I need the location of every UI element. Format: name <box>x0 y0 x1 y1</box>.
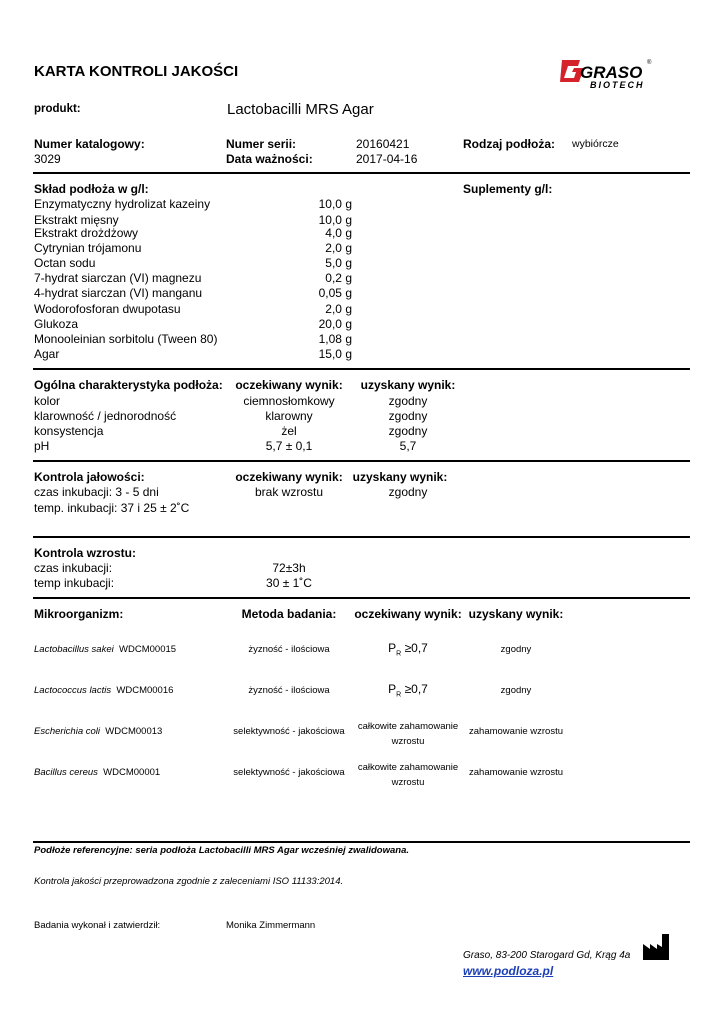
organism-species: Lactococcus lactis <box>34 685 112 696</box>
divider <box>33 172 690 174</box>
catalog-value: 3029 <box>34 152 61 166</box>
divider <box>33 460 690 462</box>
medium-type-label: Rodzaj podłoża: <box>463 137 555 151</box>
ingredient-amount: 0,05 g <box>318 286 352 300</box>
table-row <box>34 726 162 737</box>
sterility-header: Kontrola jałowości: <box>34 470 145 484</box>
expiry-value: 2017-04-16 <box>356 152 418 166</box>
param-obtained: 5,7 <box>399 439 417 453</box>
divider <box>33 536 690 538</box>
sterility-time: czas inkubacji: 3 - 5 dni <box>34 485 159 499</box>
organism-species: Lactobacillus sakei <box>34 644 114 655</box>
ingredient-name: Octan sodu <box>34 256 96 270</box>
method: selektywność - jakościowa <box>233 726 345 737</box>
growth-temp-value: 30 ± 1˚C <box>266 576 312 590</box>
param-expected: 5,7 ± 0,1 <box>265 439 313 453</box>
signed-name: Monika Zimmermann <box>226 920 316 931</box>
ingredient-amount: 15,0 g <box>318 347 352 361</box>
param-obtained: zgodny <box>388 394 428 408</box>
divider <box>33 368 690 370</box>
method: żyzność - ilościowa <box>248 685 330 696</box>
general-expected-header: oczekiwany wynik: <box>235 378 343 392</box>
ingredient-amount: 4,0 g <box>325 226 352 240</box>
table-row <box>34 767 160 778</box>
catalog-label: Numer katalogowy: <box>34 137 145 151</box>
param-name: klarowność / jednorodność <box>34 409 177 423</box>
ingredient-name: Enzymatyczny hydrolizat kazeiny <box>34 197 211 211</box>
param-name: konsystencja <box>34 424 104 438</box>
company-logo <box>560 56 660 92</box>
param-expected: żel <box>281 424 297 438</box>
page-title: KARTA KONTROLI JAKOŚCI <box>34 63 239 80</box>
svg-text:®: ® <box>647 60 652 66</box>
ingredient-amount: 5,0 g <box>325 256 352 270</box>
param-expected: ciemnosłomkowy <box>243 394 335 408</box>
micro-expected-header: oczekiwany wynik: <box>354 607 462 621</box>
param-obtained: zgodny <box>388 424 428 438</box>
expiry-label: Data ważności: <box>226 152 313 166</box>
website-link[interactable]: www.podloza.pl <box>463 964 554 978</box>
expected-result: całkowite zahamowanie wzrostu <box>357 721 459 747</box>
organism-code: WDCM00016 <box>116 685 174 696</box>
signed-label: Badania wykonał i zatwierdził: <box>34 920 161 931</box>
ingredient-name: 7-hydrat siarczan (VI) magnezu <box>34 271 202 285</box>
param-obtained: zgodny <box>388 409 428 423</box>
ingredient-name: Ekstrakt drożdżowy <box>34 226 139 240</box>
medium-type-value: wybiórcze <box>572 138 619 150</box>
expected-result: $P_R \ge 0,7$ <box>388 641 428 658</box>
divider <box>33 841 690 843</box>
ingredient-name: Agar <box>34 347 60 361</box>
organism-code: WDCM00013 <box>105 726 163 737</box>
series-label: Numer serii: <box>226 137 297 151</box>
supplements-header: Suplementy g/l: <box>463 182 553 196</box>
ingredient-name: Monooleinian sorbitolu (Tween 80) <box>34 332 218 346</box>
company-address: Graso, 83-200 Starogard Gd, Krąg 4a <box>463 950 631 961</box>
ingredient-name: Ekstrakt mięsny <box>34 213 119 227</box>
param-name: pH <box>34 439 50 453</box>
norm-note: Kontrola jakości przeprowadzona zgodnie z zaleceniami ISO 11133:2014. <box>34 876 344 887</box>
ingredient-amount: 10,0 g <box>318 213 352 227</box>
organism-species: Escherichia coli <box>34 726 100 737</box>
expected-result: całkowite zahamowanie wzrostu <box>357 762 459 788</box>
svg-text:GRASO: GRASO <box>580 63 643 82</box>
ingredient-amount: 2,0 g <box>325 302 352 316</box>
obtained-result: zahamowanie wzrostu <box>469 726 563 737</box>
ingredient-name: Wodorofosforan dwupotasu <box>34 302 181 316</box>
series-value: 20160421 <box>356 137 410 151</box>
divider <box>33 597 690 599</box>
param-name: kolor <box>34 394 61 408</box>
obtained-result: zahamowanie wzrostu <box>469 767 563 778</box>
expected-result: $P_R \ge 0,7$ <box>388 682 428 699</box>
table-row <box>34 685 173 696</box>
ingredient-name: Glukoza <box>34 317 79 331</box>
micro-method-header: Metoda badania: <box>241 607 337 621</box>
ingredient-name: 4-hydrat siarczan (VI) manganu <box>34 286 203 300</box>
manufacturer-icon <box>641 932 671 962</box>
ingredient-amount: 0,2 g <box>325 271 352 285</box>
growth-time-label: czas inkubacji: <box>34 561 113 575</box>
obtained-result: zgodny <box>500 685 532 696</box>
method: selektywność - jakościowa <box>233 767 345 778</box>
table-row <box>34 644 176 655</box>
growth-time-value: 72±3h <box>272 561 306 575</box>
reference-note: Podłoże referencyjne: seria podłoża Lactobacilli MRS Agar wcześniej zwalidowana. <box>34 845 409 856</box>
growth-header: Kontrola wzrostu: <box>34 546 136 560</box>
obtained-result: zgodny <box>500 644 532 655</box>
organism-code: WDCM00001 <box>103 767 161 778</box>
svg-text:BIOTECH: BIOTECH <box>590 80 645 90</box>
ingredient-name: Cytrynian trójamonu <box>34 241 142 255</box>
micro-organism-header: Mikroorganizm: <box>34 607 124 621</box>
method: żyzność - ilościowa <box>248 644 330 655</box>
param-expected: klarowny <box>265 409 313 423</box>
sterility-obtained-header: uzyskany wynik: <box>352 470 448 484</box>
ingredient-amount: 1,08 g <box>318 332 352 346</box>
general-header: Ogólna charakterystyka podłoża: <box>34 378 223 392</box>
organism-code: WDCM00015 <box>119 644 177 655</box>
ingredient-amount: 10,0 g <box>318 197 352 211</box>
composition-header: Skład podłoża w g/l: <box>34 182 149 196</box>
sterility-expected: brak wzrostu <box>254 485 324 499</box>
organism-species: Bacillus cereus <box>34 767 98 778</box>
product-name: Lactobacilli MRS Agar <box>227 101 374 118</box>
ingredient-amount: 20,0 g <box>318 317 352 331</box>
sterility-expected-header: oczekiwany wynik: <box>235 470 343 484</box>
micro-obtained-header: uzyskany wynik: <box>468 607 564 621</box>
graso-logo-icon <box>560 56 660 92</box>
sterility-temp: temp. inkubacji: 37 i 25 ± 2˚C <box>34 501 190 515</box>
growth-temp-label: temp inkubacji: <box>34 576 115 590</box>
general-obtained-header: uzyskany wynik: <box>360 378 456 392</box>
sterility-obtained: zgodny <box>388 485 428 499</box>
ingredient-amount: 2,0 g <box>325 241 352 255</box>
product-label: produkt: <box>34 103 81 115</box>
